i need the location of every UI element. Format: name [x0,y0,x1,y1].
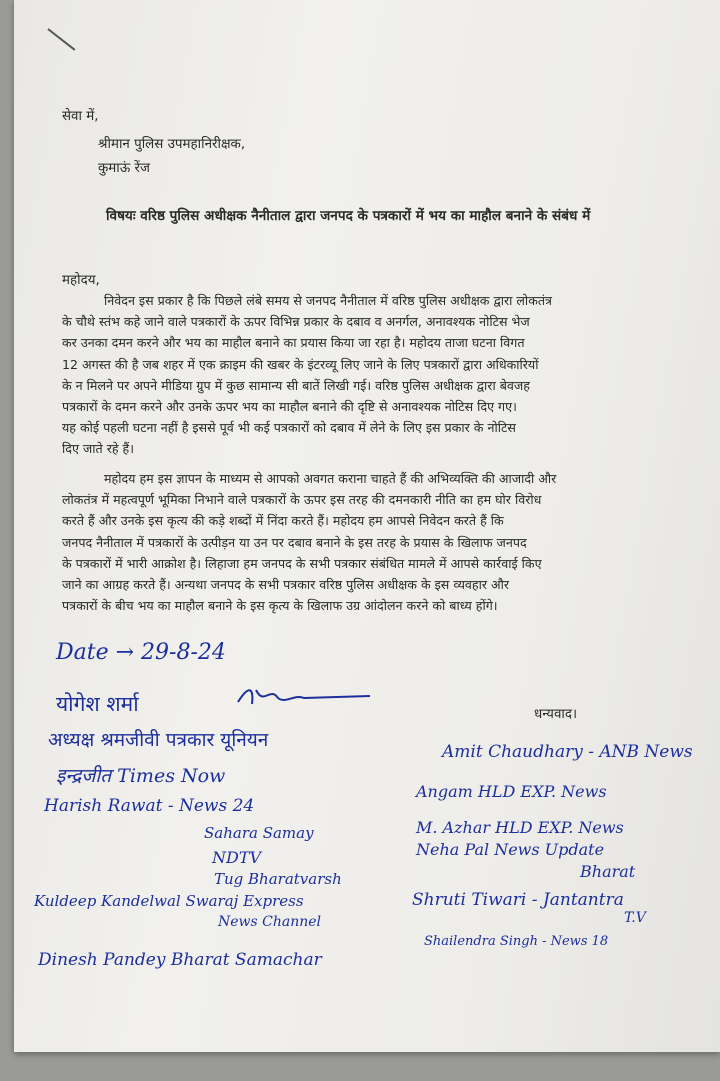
entry-news-channel: News Channel [218,914,322,930]
signature-yogesh: योगेश शर्मा [56,692,139,716]
page-fold-mark [47,28,75,51]
paragraph-2-line: जनपद नैनीताल में पत्रकारों के उत्पीड़न या उन पर दबाव बनाने के इस तरह के प्रयास के खिलाफ जनपद [62,534,527,550]
paragraph-1-line: निवेदन इस प्रकार है कि पिछले लंबे समय से जनपद नैनीताल में वरिष्ठ पुलिस अधीक्षक द्वारा लोकतंत्र [104,293,552,308]
entry-jantantra-tv: Shruti Tiwari - Jantantra [412,890,624,910]
paragraph-2-line: के पत्रकारों में भारी आक्रोश है। लिहाजा हम जनपद के सभी पत्रकार संबंधित मामले में आपसे कार्रवाई किए [62,555,542,571]
addressee-line-1: श्रीमान पुलिस उपमहानिरीक्षक, [98,137,246,152]
entry-tv: T.V [624,910,646,926]
paragraph-1-line: दिए जाते रहे हैं। [62,441,135,457]
paragraph-1-line: के चौथे स्तंभ कहे जाने वाले पत्रकारों के ऊपर विभिन्न प्रकार के दबाव व अनर्गल, अनावश्यक नोटिस भेज [62,314,530,330]
letter-page [14,0,720,1052]
paragraph-1 [62,290,552,460]
paragraph-1-line: पत्रकारों के दमन करने और उनके ऊपर भय का माहौल बनाने की दृष्टि से अनावश्यक नोटिस दिए गए। [62,399,517,415]
paragraph-1-line: कर उनका दमन करने और भय का माहौल बनाने का प्रयास किया जा रहा है। महोदय ताजा घटना विगत [62,335,525,351]
paragraph-1-line: यह कोई पहली घटना नहीं है इससे पूर्व भी कई पत्रकारों को दबाव में लेने के लिए इस प्रकार के नोटिस [62,420,516,436]
signature-scribble [234,684,374,710]
entry-news-update: Neha Pal News Update [416,840,605,859]
entry-news-18: Shailendra Singh - News 18 [424,934,609,949]
union-president-line: अध्यक्ष श्रमजीवी पत्रकार यूनियन [48,729,269,751]
paragraph-1-line: के न मिलने पर अपने मीडिया ग्रुप में कुछ सामान्य सी बातें लिखी गई। वरिष्ठ पुलिस अधीक्षक द्वारा बेवजह [62,377,530,393]
handwritten-date: Date → 29-8-24 [56,640,226,665]
entry-news-24: Harish Rawat - News 24 [44,796,255,816]
paragraph-2-line: करते हैं और उनके इस कृत्य की कड़े शब्दों में निंदा करते हैं। महोदय हम आपसे निवेदन करते हैं कि [62,513,504,529]
addressee-line-2: कुमाऊं रेंज [98,161,150,176]
paragraph-2-line: जाने का आग्रह करते हैं। अन्यथा जनपद के सभी पत्रकार वरिष्ठ पुलिस अधीक्षक के इस व्यवहार और [62,577,510,593]
letter-subject: विषयः वरिष्ठ पुलिस अधीक्षक नैनीताल द्वारा जनपद के पत्रकारों में भय का माहौल बनाने के संबंध में [106,208,591,224]
thanks-closing: धन्यवाद। [534,707,578,722]
greeting: महोदय, [62,273,100,288]
paragraph-1-line: 12 अगस्त की है जब शहर में एक क्राइम की खबर के इंटरव्यू लिए जाने के लिए पत्रकारों द्वारा अधिकारियों [62,356,539,372]
entry-swaraj-express: Kuldeep Kandelwal Swaraj Express [34,892,304,910]
entry-sahara-samay: Sahara Samay [204,824,314,842]
paragraph-2-line: महोदय हम इस ज्ञापन के माध्यम से आपको अवगत कराना चाहते हैं की अभिव्यक्ति की आजादी और [104,471,557,486]
paragraph-2 [62,468,556,616]
salutation-to: सेवा में, [62,109,99,124]
entry-hld-exp-news-2: M. Azhar HLD EXP. News [416,818,624,837]
entry-bharat: Bharat [580,862,636,881]
paragraph-2-line: पत्रकारों के बीच भय का माहौल बनाने के इस कृत्य के खिलाफ उग्र आंदोलन करने को बाध्य होंगे। [62,598,498,614]
entry-anb-news: Amit Chaudhary - ANB News [442,742,693,762]
entry-times-now: इन्द्रजीत Times Now [56,765,226,787]
entry-ndtv: NDTV [212,848,262,867]
paragraph-2-line: लोकतंत्र में महत्वपूर्ण भूमिका निभाने वाले पत्रकारों के ऊपर इस तरह की दमनकारी नीति का हम घोर विरोध [62,492,542,508]
entry-tug-bharatvarsh: Tug Bharatvarsh [214,870,342,888]
entry-hld-exp-news-1: Angam HLD EXP. News [416,782,607,801]
entry-bharat-samachar: Dinesh Pandey Bharat Samachar [38,950,322,970]
